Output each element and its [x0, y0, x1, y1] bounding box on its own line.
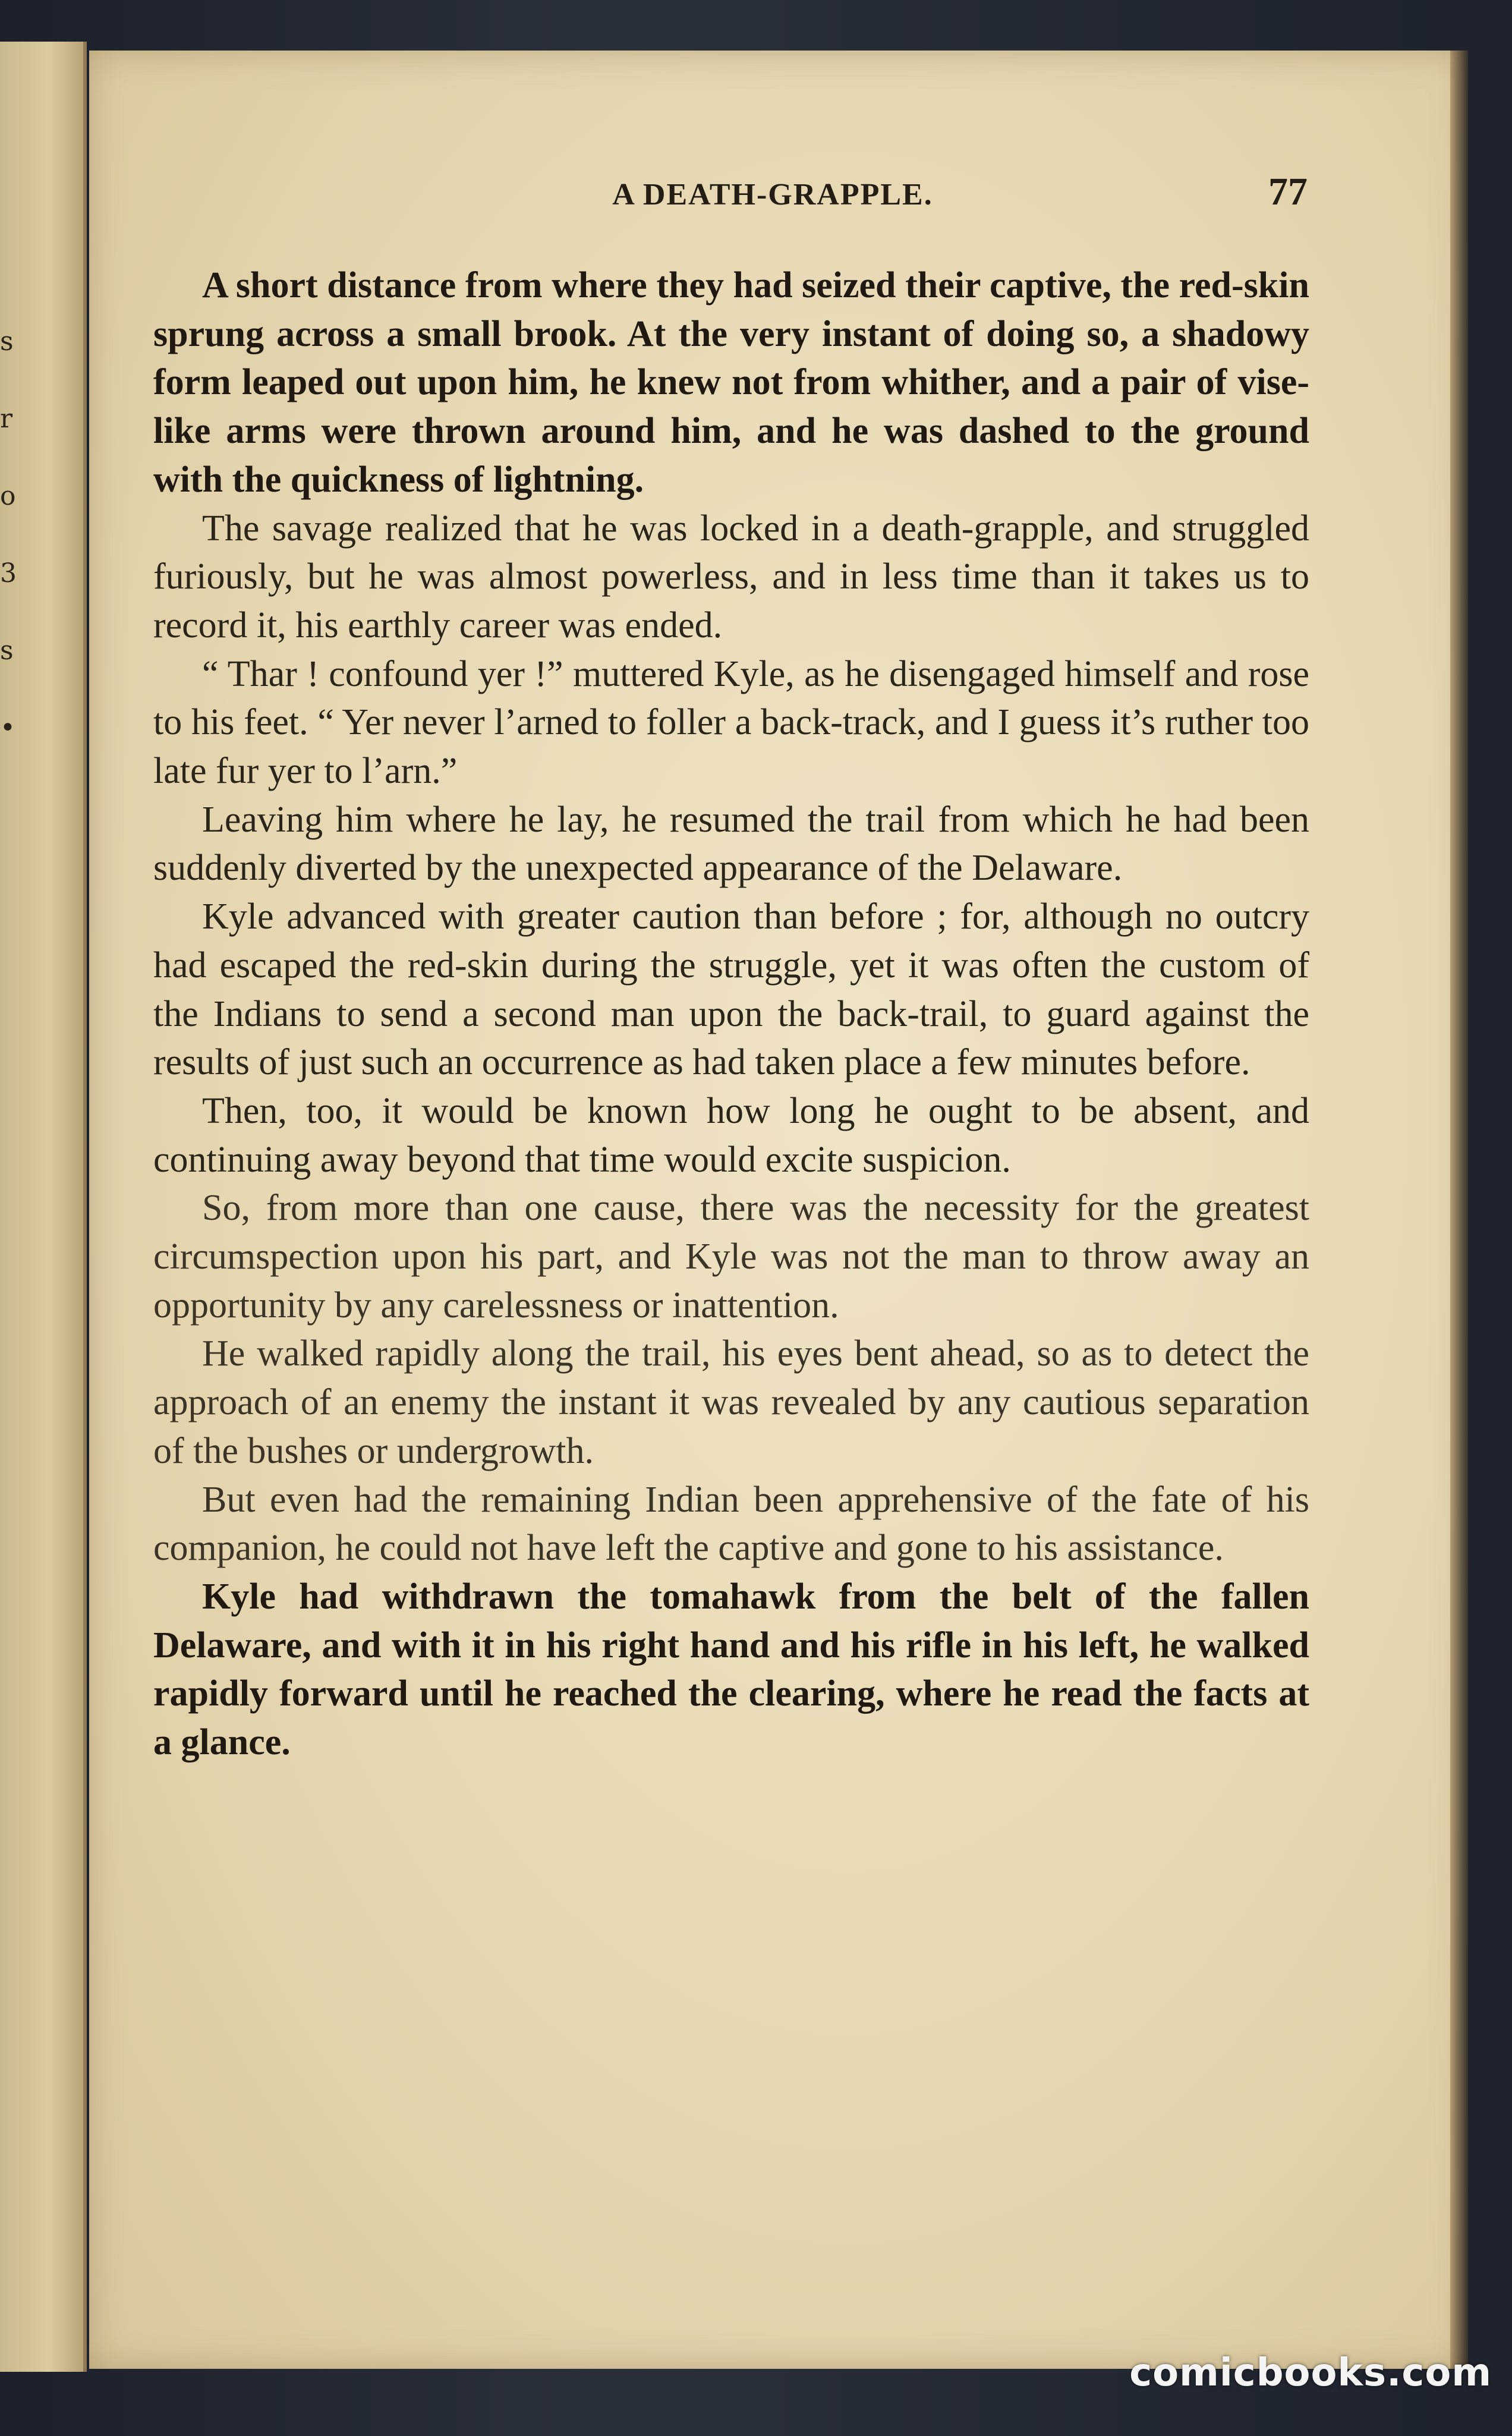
body-text	[153, 262, 1309, 1767]
facing-page-mark: s	[0, 635, 14, 666]
watermark: comicbooks.com	[1129, 2351, 1492, 2395]
facing-page-marks	[0, 303, 18, 767]
facing-page-edge	[0, 42, 87, 2372]
paragraph: The savage realized that he was locked in a death-grapple, and struggled furiously, but he was almost powerless, and in less time than it takes us to record it, his earthly career was ended.	[153, 508, 1309, 646]
facing-page-mark: o	[0, 481, 16, 511]
paragraph: A short distance from where they had seized their captive, the red-skin sprung across a small brook. At the very instant of doing so, a shadowy form leaped out upon him, he knew not from whither, and a pair of vise-like arms were thrown around him, and he was dashed to the ground with the quickness of lightning.	[153, 265, 1309, 500]
paragraph: So, from more than one cause, there was the necessity for the greatest circumspection upon his part, and Kyle was not the man to throw away an opportunity by any carelessness or inattention.	[153, 1188, 1309, 1326]
paragraph: Kyle had withdrawn the tomahawk from the belt of the fallen Delaware, and with it in his right hand and his rifle in his left, he walked rapidly forward until he reached the clearing, where he read the facts at a glance.	[153, 1576, 1309, 1763]
paragraph: But even had the remaining Indian been apprehensive of the fate of his companion, he could not have left the captive and gone to his assistance.	[153, 1479, 1309, 1569]
paragraph: “ Thar ! confound yer !” muttered Kyle, as he disengaged himself and rose to his feet. “ Yer never l’arned to foller a back-track, and I guess it’s ruther too late fur yer to l’arn.”	[153, 653, 1309, 792]
running-title: A DEATH-GRAPPLE.	[612, 178, 933, 212]
facing-page-mark: r	[0, 404, 13, 434]
page-gutter-shadow	[1450, 51, 1468, 2369]
paragraph: Kyle advanced with greater caution than before ; for, although no outcry had escaped the red-skin during the struggle, yet it was often the custom of the Indians to send a second man upon the back-trail, to guard against the results of just such an occurrence as had taken place a few minutes before.	[153, 896, 1309, 1083]
paragraph: Then, too, it would be known how long he ought to be absent, and continuing away beyond that time would excite suspicion.	[153, 1090, 1309, 1180]
facing-page-mark: 3	[0, 558, 17, 588]
facing-page-mark: s	[0, 326, 14, 357]
page-number: 77	[1268, 170, 1308, 213]
facing-page-mark: •	[0, 713, 15, 743]
paragraph: Leaving him where he lay, he resumed the trail from which he had been suddenly diverted by the unexpected appearance of the Delaware.	[153, 799, 1309, 889]
paragraph: He walked rapidly along the trail, his eyes bent ahead, so as to detect the approach of an enemy the instant it was revealed by any cautious separation of the bushes or undergrowth.	[153, 1333, 1309, 1471]
